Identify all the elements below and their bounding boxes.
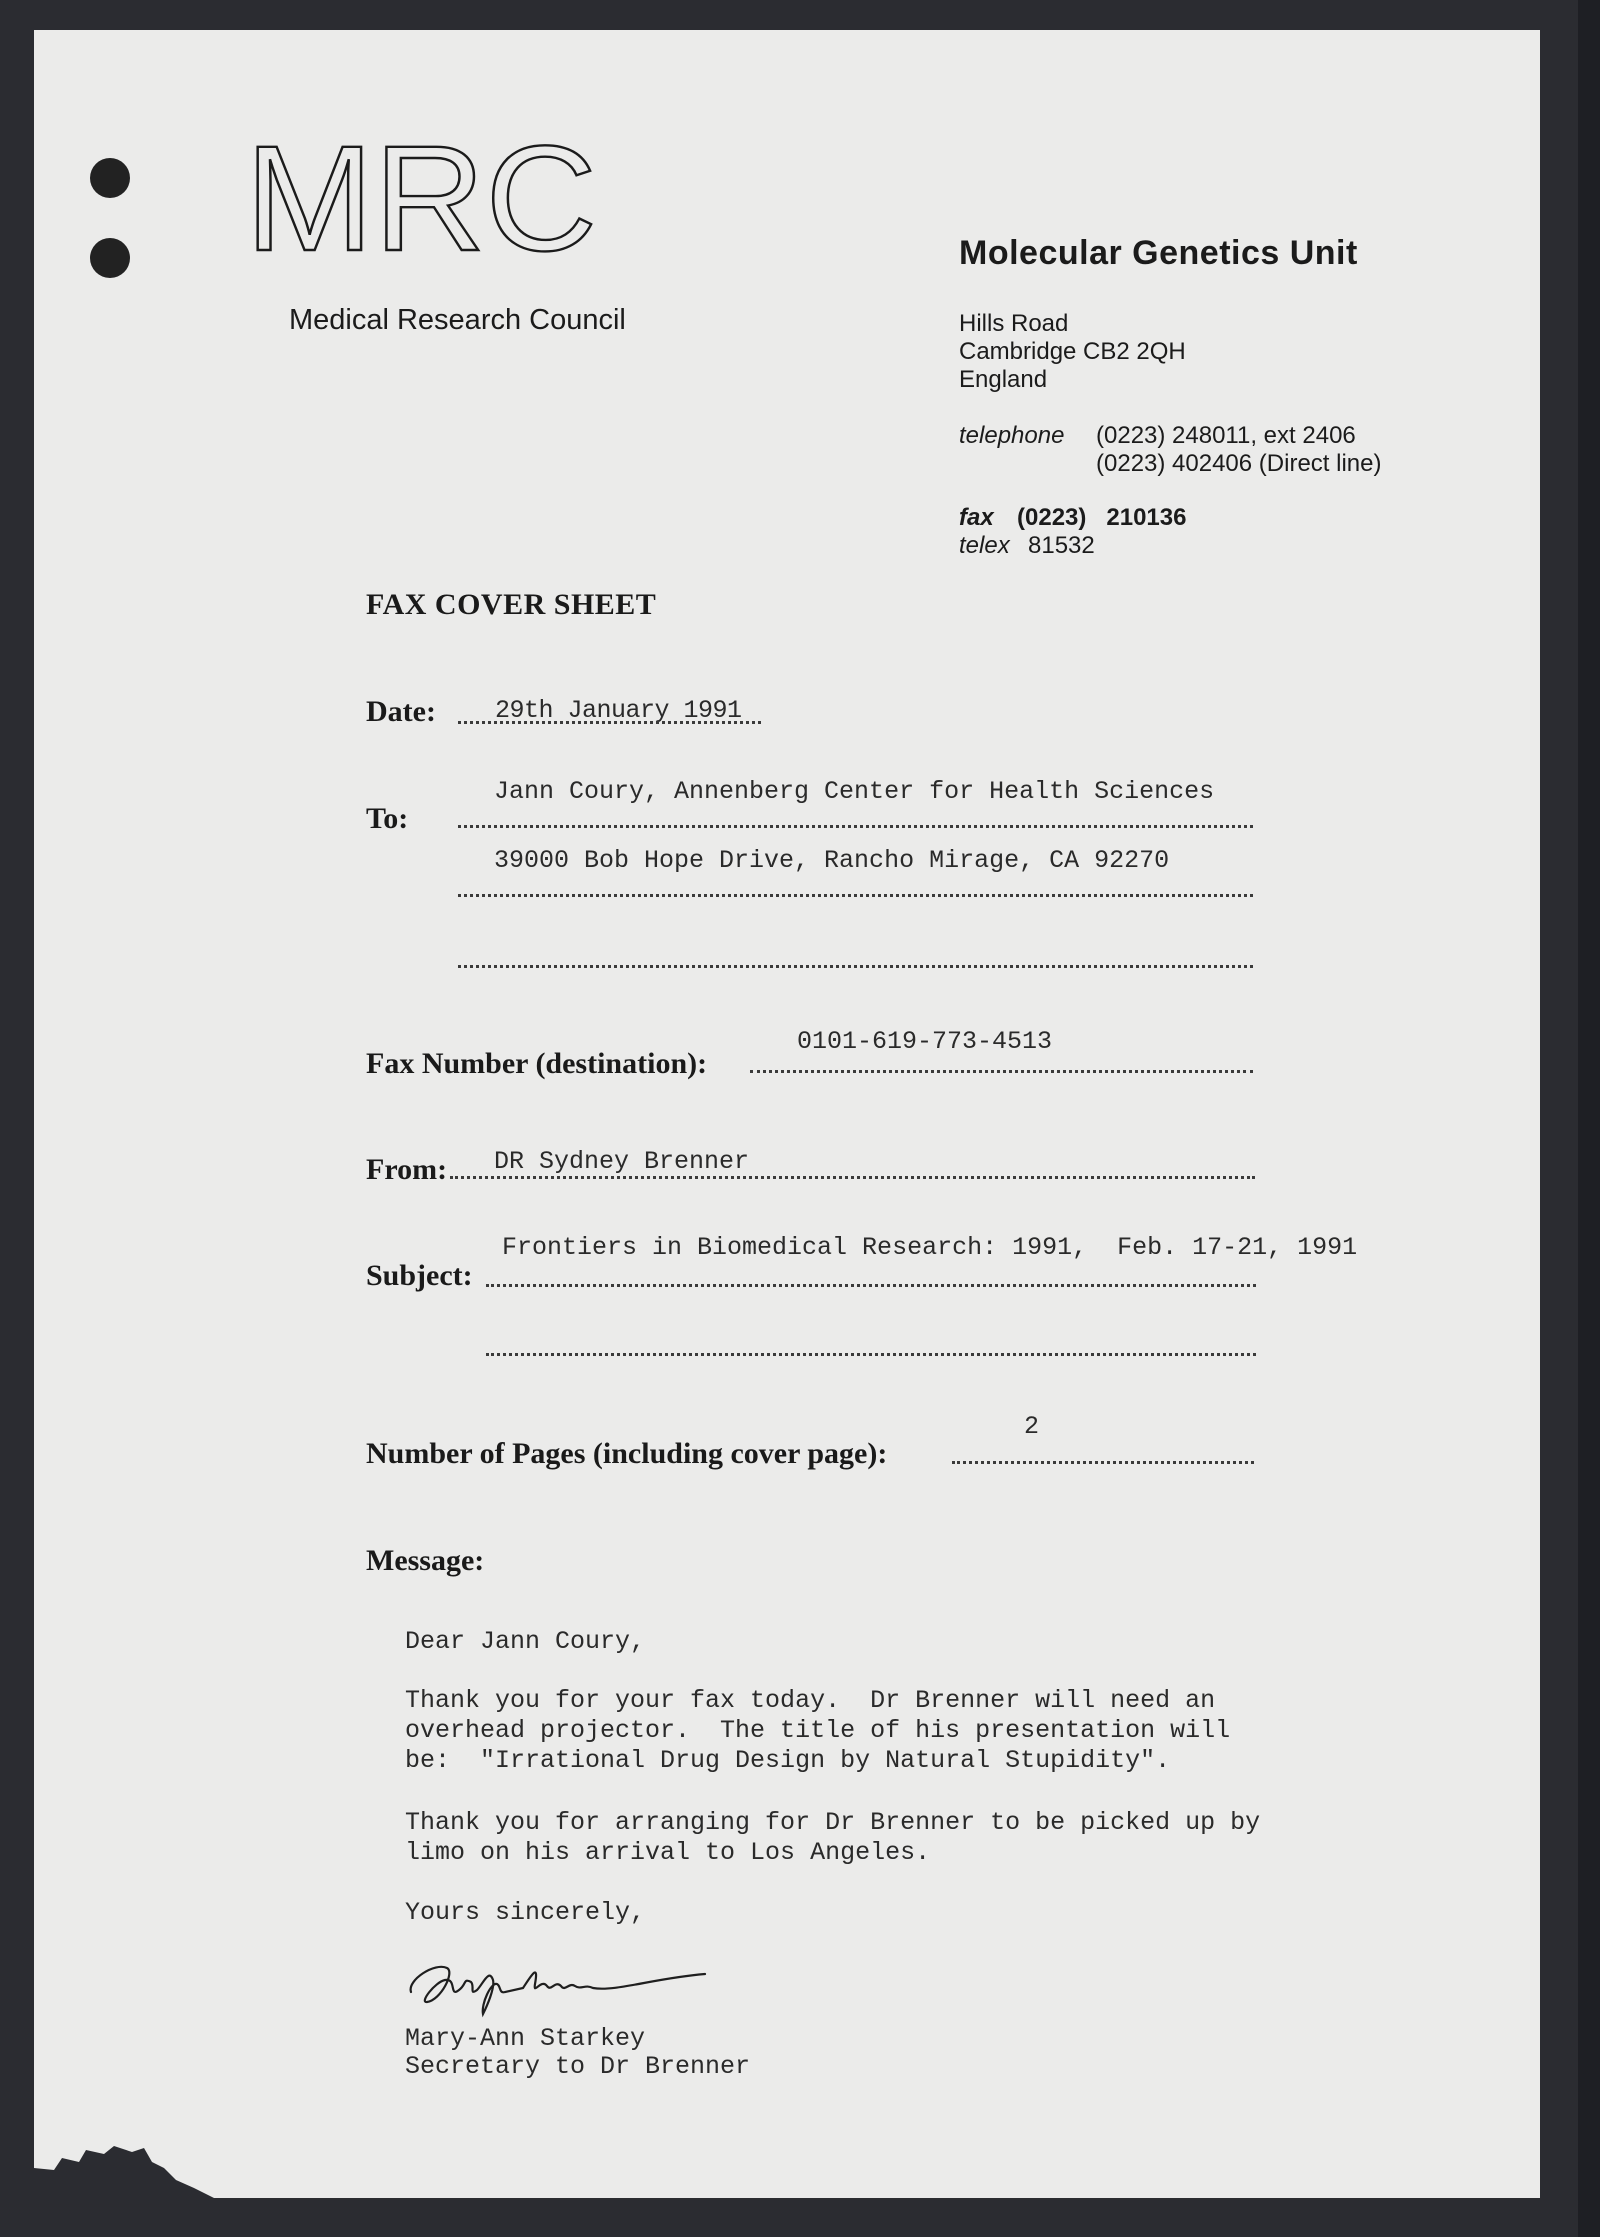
message-paragraph-1-line-3: be: "Irrational Drug Design by Natural Stupidity". [405, 1746, 1171, 1775]
fax-number-value: 0101-619-773-4513 [797, 1027, 1053, 1056]
message-paragraph-1-line-2: overhead projector. The title of his presentation will [405, 1716, 1231, 1745]
date-value: 29th January 1991 [495, 696, 742, 725]
address-line-1: Hills Road [959, 310, 1069, 337]
to-dotted-line-2 [458, 894, 1253, 897]
address-line-3: England [959, 366, 1048, 393]
pages-label: Number of Pages (including cover page): [366, 1437, 888, 1470]
subject-label: Subject: [366, 1259, 473, 1292]
date-dotted-line [458, 721, 761, 724]
fax-number-dotted-line [750, 1070, 1253, 1073]
pages-dotted-line [952, 1461, 1254, 1464]
message-closing: Yours sincerely, [405, 1898, 646, 1927]
from-value: DR Sydney Brenner [494, 1147, 750, 1176]
telephone-line-1: (0223) 248011, ext 2406 [1096, 422, 1356, 449]
telephone-line-2: (0223) 402406 (Direct line) [1096, 450, 1382, 477]
to-line-1: Jann Coury, Annenberg Center for Health Sciences [494, 777, 1215, 806]
message-label: Message: [366, 1544, 485, 1577]
fax-number: (0223) 210136 [1017, 504, 1187, 531]
from-dotted-line [450, 1176, 1255, 1179]
mrc-logo [245, 130, 605, 270]
to-dotted-line-1 [458, 825, 1253, 828]
message-paragraph-1-line-1: Thank you for your fax today. Dr Brenner will need an [405, 1686, 1216, 1715]
to-line-2: 39000 Bob Hope Drive, Rancho Mirage, CA 92270 [494, 846, 1170, 875]
from-label: From: [366, 1153, 448, 1186]
address-line-2: Cambridge CB2 2QH [959, 338, 1186, 365]
form-title: FAX COVER SHEET [366, 588, 657, 621]
fax-number-label: Fax Number (destination): [366, 1047, 708, 1080]
date-label: Date: [366, 695, 436, 728]
subject-dotted-line-1 [486, 1284, 1256, 1287]
subject-value: Frontiers in Biomedical Research: 1991, Feb. 17-21, 1991 [502, 1233, 1358, 1262]
council-name: Medical Research Council [289, 304, 626, 336]
telephone-label: telephone [959, 422, 1065, 449]
telex-number: 81532 [1028, 532, 1095, 559]
message-salutation: Dear Jann Coury, [405, 1627, 646, 1656]
torn-corner [34, 2128, 214, 2198]
telex-label: telex [959, 532, 1010, 559]
scan-background-edge [1578, 0, 1600, 2237]
fax-cover-page [34, 30, 1540, 2198]
subject-dotted-line-2 [486, 1353, 1256, 1356]
message-paragraph-2-line-1: Thank you for arranging for Dr Brenner to be picked up by [405, 1808, 1261, 1837]
fax-label: fax [959, 504, 994, 531]
pages-value: 2 [1024, 1412, 1040, 1441]
unit-name: Molecular Genetics Unit [959, 234, 1358, 272]
punch-hole-top [90, 158, 130, 198]
to-dotted-line-3 [458, 965, 1253, 968]
signer-title: Secretary to Dr Brenner [405, 2052, 751, 2081]
to-label: To: [366, 802, 409, 835]
handwritten-signature [405, 1940, 715, 2020]
punch-hole-bottom [90, 238, 130, 278]
message-paragraph-2-line-2: limo on his arrival to Los Angeles. [405, 1838, 931, 1867]
signer-name: Mary-Ann Starkey [405, 2024, 646, 2053]
mrc-logo-text: MRC [245, 130, 597, 270]
